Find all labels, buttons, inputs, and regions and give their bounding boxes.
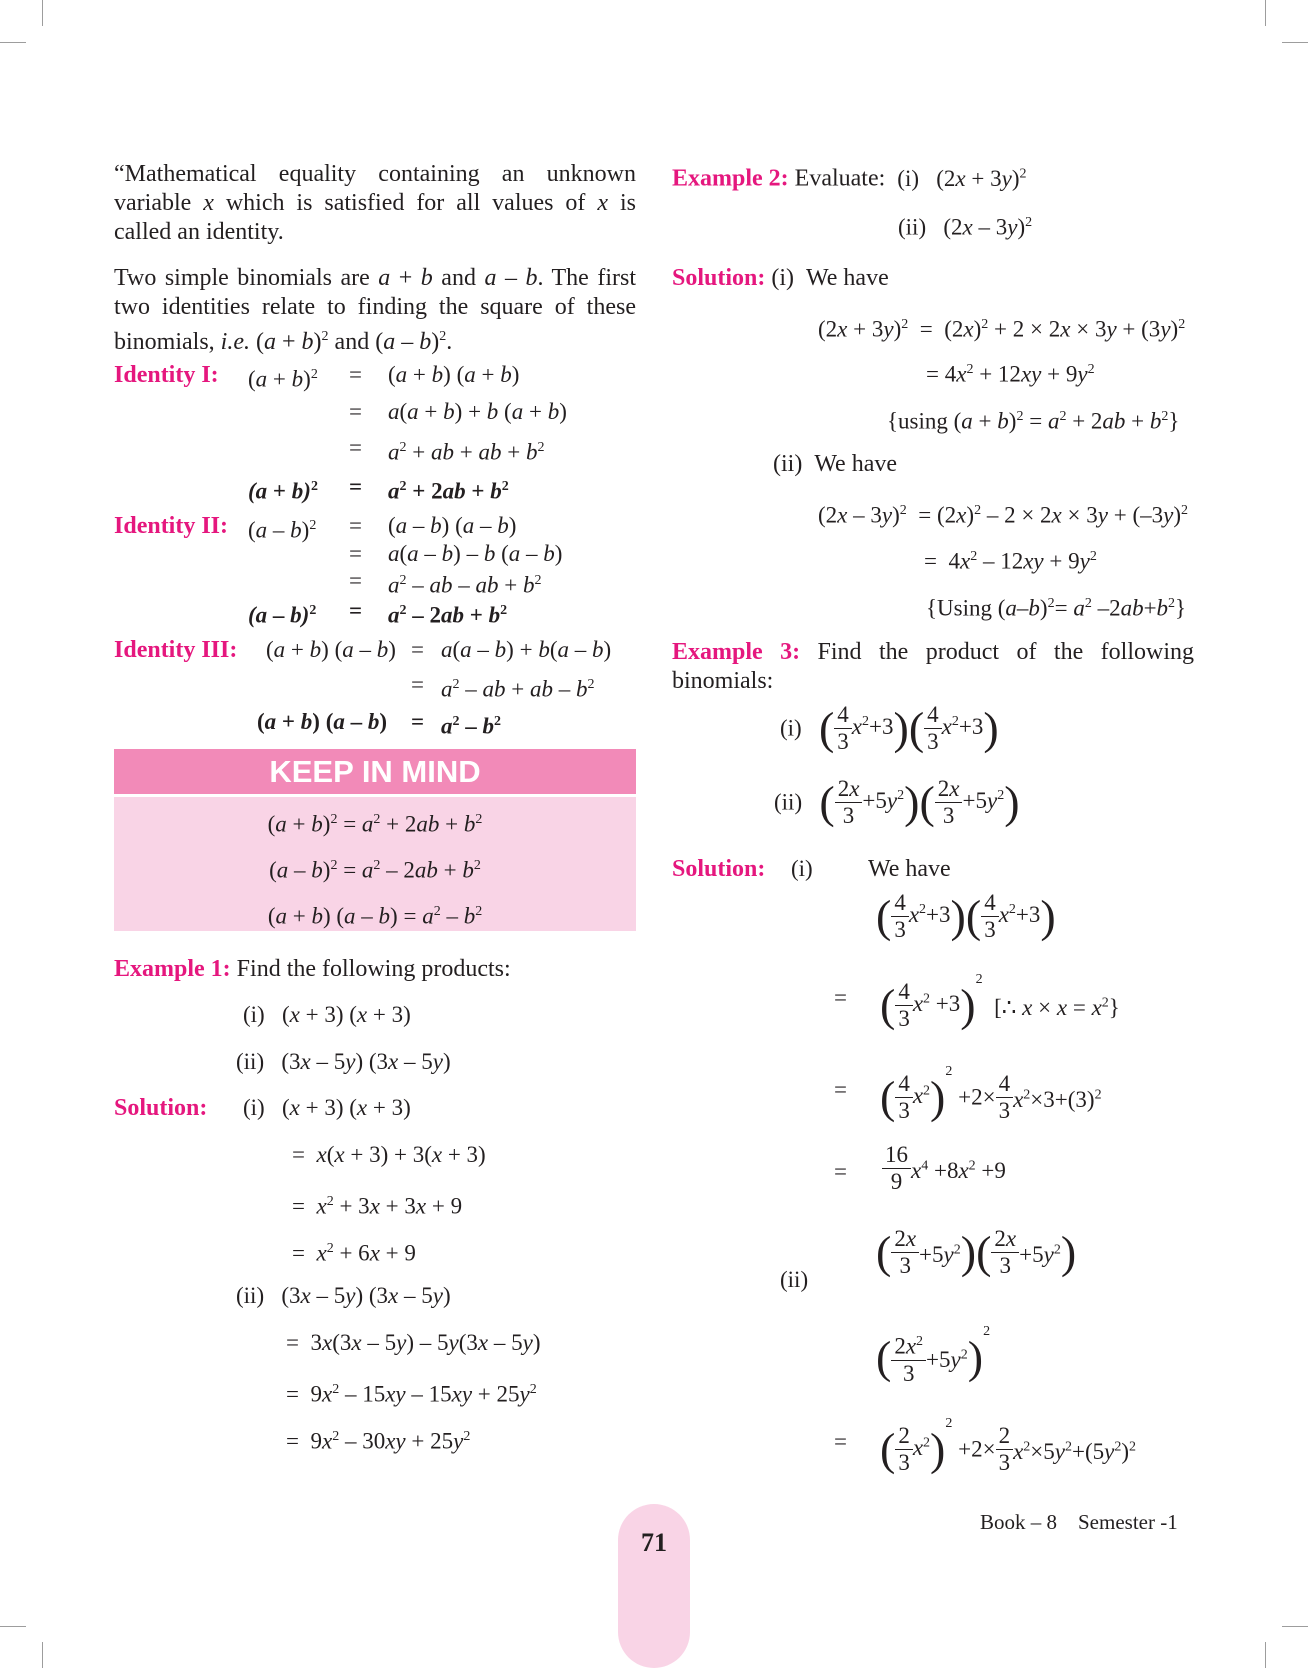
equals: = [349,362,362,387]
identity-1-step2: a(a + b) + b (a + b) [388,399,567,424]
solution-2-i-line2: = $4x^2 + 12xy + 9y^2$ [926,361,1095,387]
solution-1-i-step1: = x(x + 3) + 3(x + 3) [292,1142,486,1167]
crop-mark [1265,0,1266,26]
identity-3-result-lhs: (a + b) (a – b) [257,709,388,734]
equals: = [349,513,362,538]
crop-mark [1265,1642,1266,1668]
keep-in-mind-title: KEEP IN MIND [114,749,636,794]
solution-3-label: Solution: [672,856,766,882]
solution-2-heading: Solution: (i) We have [672,265,889,291]
solution-2-ii-line2: = $4x^2 - 12xy + 9y^2$ [924,548,1097,574]
solution-3-i-line2: ( $\frac{4}{3}$ $x^2 +3)^2$ [∴ $x \times x = x^2$} [880,972,1120,1032]
crop-mark [1282,42,1308,43]
equals: = [349,568,362,593]
identity-2-lhs: (a – b)$^2$ [248,517,317,543]
crop-mark [42,1642,43,1668]
example-3-part-ii: (ii) ( $\frac{2x}{3}$ $+5y^2$)( $\frac{2x}{3}$ $+5y^2$) [774,776,1020,828]
we-have-text: We have [868,856,951,882]
we-have-text: We have [814,451,898,477]
solution-2-label: Solution: [672,265,766,291]
example-3-part-i: (i) ( $\frac{4}{3}$ $x^2+3$)( $\frac{4}{3}$ $x^2+3$) [780,702,999,754]
equals: = [349,598,363,623]
crop-mark [0,42,26,43]
example-2-part-ii: (ii) (2x – 3y)$^2$ [898,214,1033,240]
crop-mark [0,1626,26,1627]
identity-1-result-lhs: $(a + b)^2$ [248,478,318,504]
example-2-heading: Example 2: Evaluate: (i) $(2x + 3y)^2$ [672,165,1027,192]
example-1-part-i: (i) (x + 3) (x + 3) [243,1002,411,1027]
book-semester-label: Book – 8 Semester -1 [980,1510,1178,1534]
example-2-text: Evaluate: [794,165,886,192]
solution-1-ii-step3: = $9x^2 - 30xy + 25y^2$ [286,1428,471,1454]
identity-1-step1: (a + b) (a + b) [388,362,520,387]
example-1-part-ii: (ii) (3x – 5y) (3x – 5y) [236,1049,451,1074]
crop-mark [42,0,43,26]
example-1-label: Example 1: [114,956,231,982]
identity-3-step2: $a^2$ – ab + ab – $b^2$ [441,676,595,702]
solution-3-ii-line3: ( $\frac{2}{3}$ $x^2)^2 +2\times$ $\frac{2}{3}$ $x^2\times 5y^2+(5y^2)^2$ [880,1416,1137,1476]
identity-3-result: $a^2 - b^2$ [441,713,501,739]
solution-2-ii-heading: (ii) We have [773,451,898,477]
equals: = [411,637,424,662]
solution-2-ii-note: {Using $(a-b)^2= a^2$ $-2ab+b^2$} [926,595,1187,621]
identity-1-lhs: $(a + b)^2$ [248,366,318,392]
solution-1-ii: (ii) (3x – 5y) (3x – 5y) [236,1283,451,1308]
equals: = [834,1429,847,1454]
solution-2-i-line1: $(2x + 3y)^2 = (2x)^2 + 2 \times 2x \times 3y + (3y)^2$ [818,316,1186,342]
identity-2-label: Identity II: [114,513,229,539]
solution-1-ii-step2: = $9x^2 - 15xy - 15xy + 25y^2$ [286,1381,537,1407]
keep-item-1: $(a + b)^2 = a^2 + 2ab + b^2$ [267,811,483,837]
example-3-label: Example 3: [672,639,801,665]
solution-3-i-line3: ( $\frac{4}{3}$ $x^2)^2 +2\times$ $\frac{4}{3}$ $x^2\times 3+(3)^2$ [880,1064,1102,1124]
equals: = [411,672,424,697]
solution-1-i: (i) (x + 3) (x + 3) [243,1095,411,1120]
keep-item-2: $(a - b)^2 = a^2 - 2ab + b^2$ [269,857,481,883]
equals: = [349,474,363,499]
solution-2-i-note: {using $(a + b)^2 = a^2 + 2ab + b^2$} [887,408,1180,434]
equals: = [349,435,362,460]
solution-3-i-marker: (i) [791,856,813,881]
identity-3-step1: a(a – b) + b(a – b) [441,637,612,662]
example-1-text: Find the following products: [236,956,511,982]
equals: = [349,399,362,424]
solution-1-label: Solution: [114,1095,208,1121]
equals: = [834,985,847,1010]
solution-3-ii-line2: ( $\frac{2x^2}{3}$ $+5y^2)^2$ [876,1324,991,1386]
solution-1-i-step2: = $x^2 + 3x + 3x + 9$ [292,1193,463,1219]
solution-1-i-step3: = $x^2 + 6x + 9$ [292,1240,416,1266]
example-2-label: Example 2: [672,165,789,192]
identity-3-label: Identity III: [114,637,238,663]
identity-1-label: Identity I: [114,362,219,388]
equals: = [411,709,425,734]
solution-3-i-line1: ( $\frac{4}{3}$ $x^2+3$)( $\frac{4}{3}$ $x^2+3$) [876,890,1056,942]
solution-3-ii-marker: (ii) [780,1267,809,1292]
we-have-text: We have [806,265,889,291]
keep-item-3: (a + b) $(a - b) = a^2 - b^2$ [267,903,483,929]
identity-2-step3: $a^2$ – ab – ab + $b^2$ [388,572,542,598]
identity-1-result: $a^2 + 2ab + b^2$ [388,478,509,504]
solution-2-ii-line1: $(2x - 3y)^2 = (2x)^2 - 2 \times 2x \times 3y + (-3y)^2$ [818,502,1188,528]
crop-mark [1282,1626,1308,1627]
identity-2-result: $a^2 - 2ab + b^2$ [388,602,508,628]
identity-3-lhs: (a + b) (a – b) [266,637,396,662]
keep-in-mind-box [114,797,636,931]
example-1-heading [114,955,511,983]
identity-2-step1: (a – b) (a – b) [388,513,517,538]
identity-1-step3: $a^2$ + ab + ab + $b^2$ [388,439,545,465]
equals: = [349,541,362,566]
identity-definition: “Mathematical equality containing an unknown variable x which is satisfied for all values of x is called an identity. [114,161,636,245]
page-number: 71 [641,1528,667,1557]
identity-2-step2: a(a – b) – b (a – b) [388,541,563,566]
equals: = [834,1159,847,1184]
binomials-intro: Two simple binomials are a + b and a – b. The first two identities relate to finding the square of these binomials, i.e. $(a + b)^2$ and (a – b)$^2$. [114,265,636,355]
example-3-heading [672,638,1194,696]
identity-2-result-lhs: (a – b)$^2$ [248,602,317,628]
solution-3-ii-line1: ( $\frac{2x}{3}$ $+5y^2$)( $\frac{2x}{3}$ $+5y^2$) [876,1226,1077,1278]
example-3-text: Find the product of the following binomials: [672,639,1194,694]
equals: = [834,1077,847,1102]
solution-3-i-line4: $\frac{16}{9}$ $x^4 +8x^2 +9$ [882,1142,1006,1195]
solution-1-ii-step1: = 3x(3x – 5y) – 5y(3x – 5y) [286,1330,541,1355]
